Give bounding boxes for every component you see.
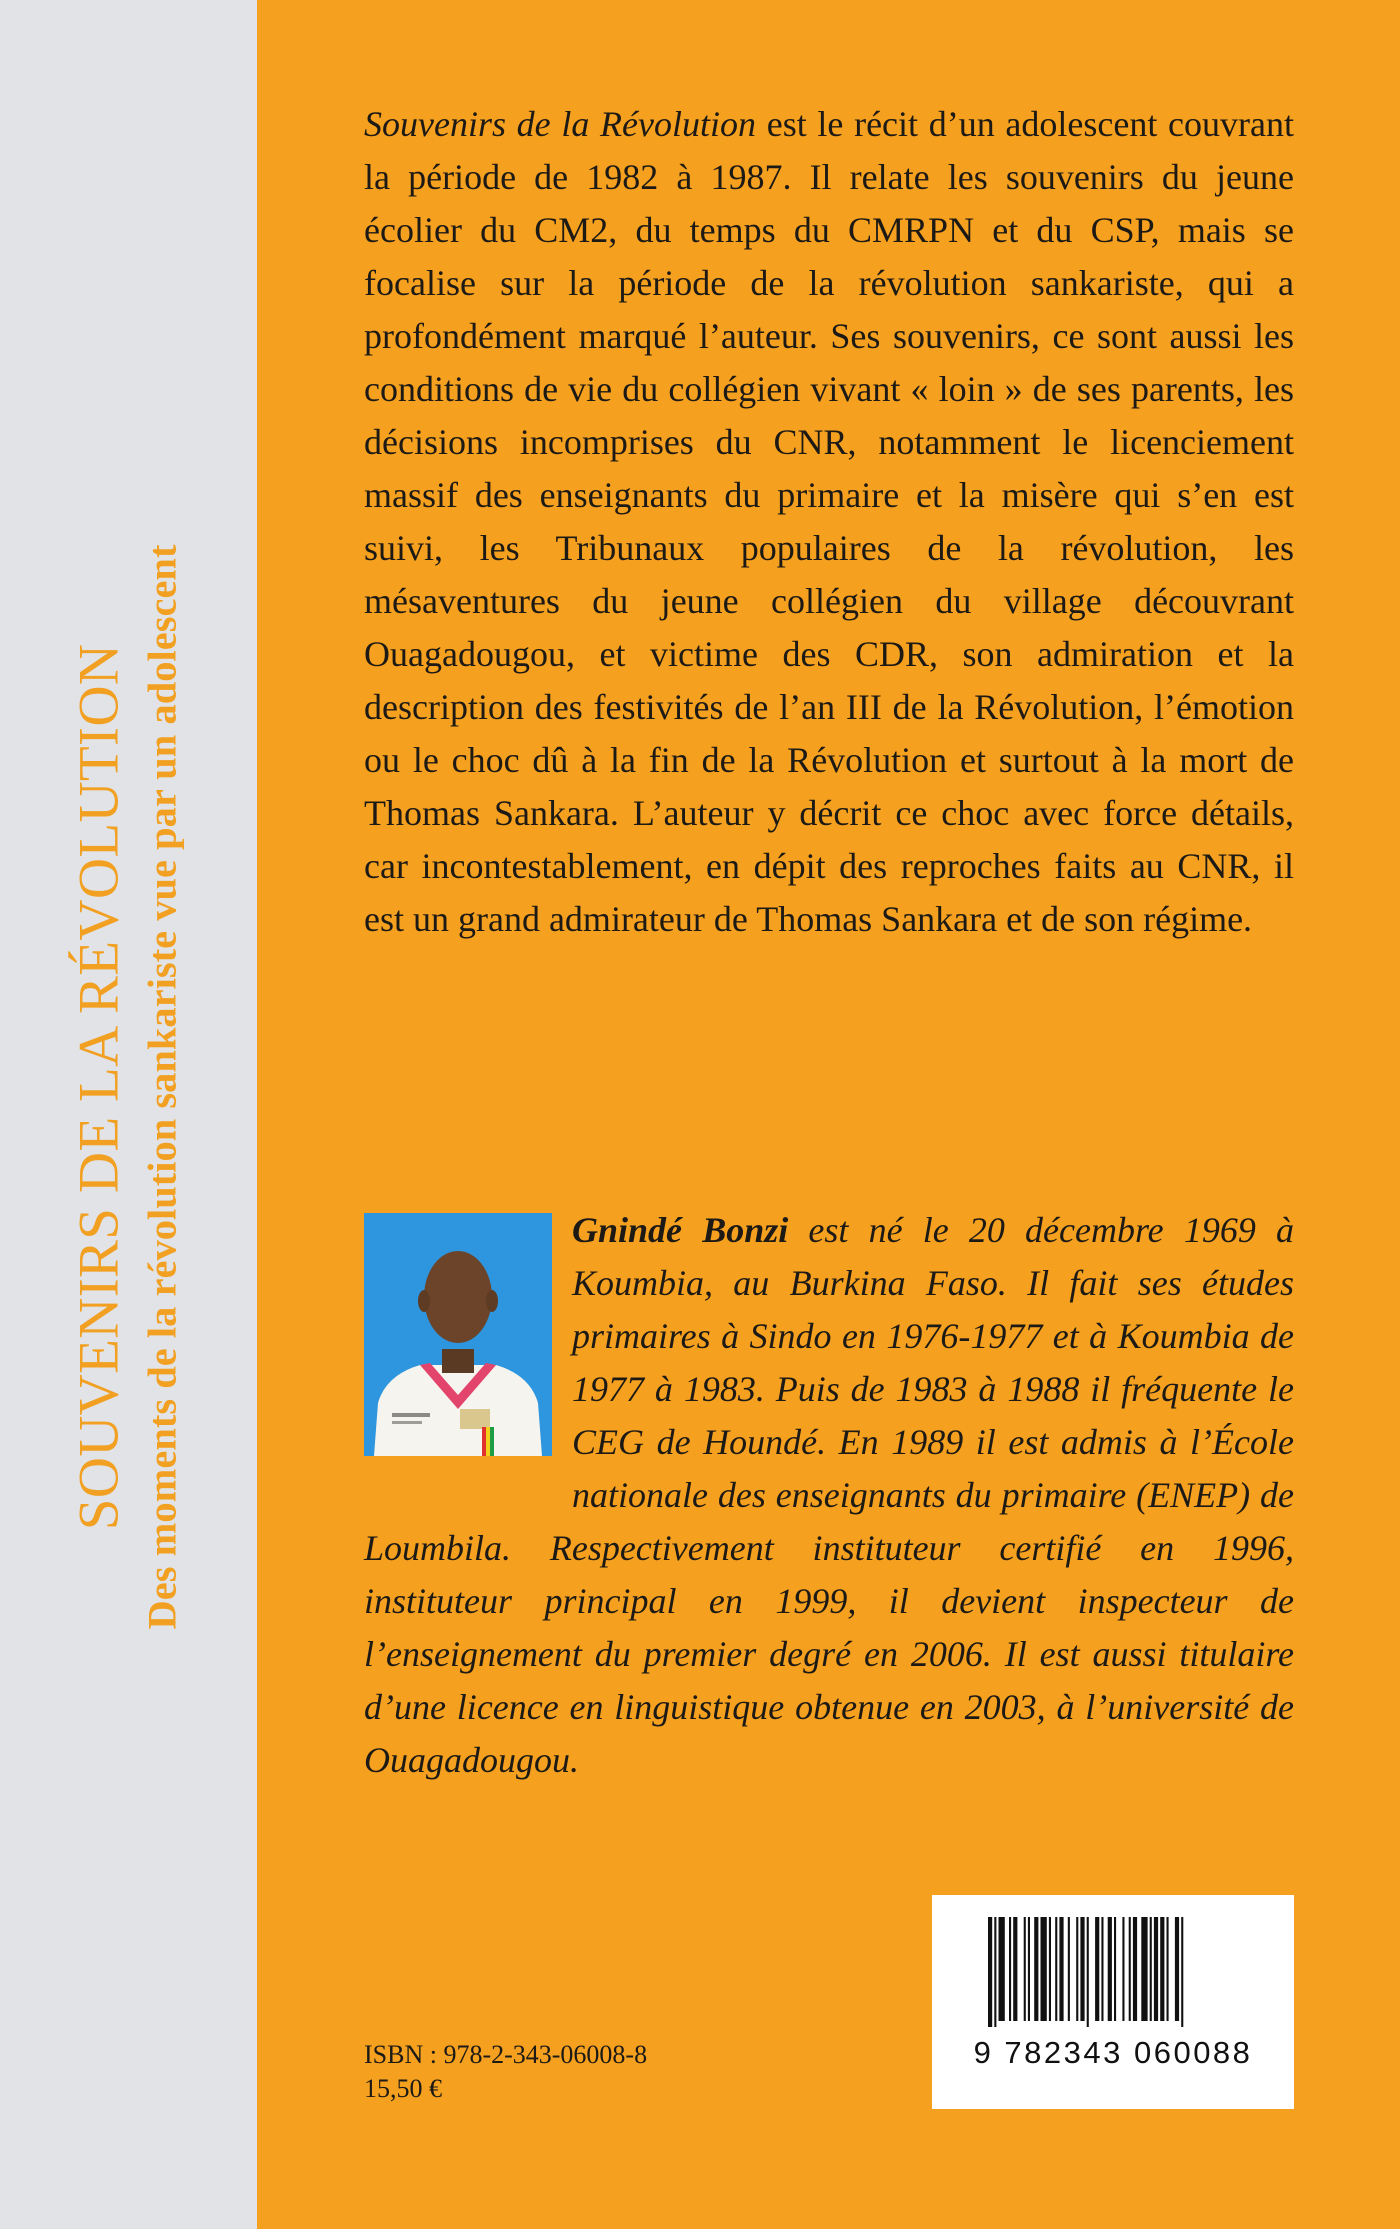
barcode-bar: [1108, 1917, 1112, 2021]
blurb-book-title: Souvenirs de la Révolution: [364, 104, 757, 144]
barcode-bar: [1055, 1917, 1057, 2021]
barcode-icon: [988, 1917, 1238, 2027]
author-portrait-icon: [364, 1213, 552, 1456]
barcode-bar: [1095, 1917, 1099, 2021]
barcode-bar: [1167, 1917, 1169, 2021]
barcode-bar: [1150, 1917, 1152, 2021]
barcode-bar: [1141, 1917, 1147, 2021]
barcode-bar: [1041, 1917, 1047, 2021]
author-name: Gnindé Bonzi: [572, 1210, 789, 1250]
barcode-bar: [1080, 1917, 1084, 2021]
barcode-bar: [1076, 1917, 1078, 2021]
barcode-bar: [1101, 1917, 1103, 2021]
barcode-bar: [1175, 1917, 1179, 2021]
price-text: 15,50 €: [364, 2074, 442, 2103]
barcode-bar: [1034, 1917, 1038, 2021]
blurb-text: est le récit d’un adolescent couvrant la période de 1982 à 1987. Il relate les souvenirs du jeune écolier du CM2, du temps du CMRPN et du CSP, mais se focalise sur la période de la révolution sankariste, qui a profondément marqué l’auteur. Ses souvenirs, ce sont aussi les conditions de vie du collégien vivant « loin » de ses parents, les décisions incomprises du CNR, notamment le licenciement massif des enseignants du primaire et la misère qui s’en est suivi, les Tribunaux populaires de la révolution, les mésaventures du jeune collégien du village découvrant Ouagadougou, et victime des CDR, son admiration et la description des festivités de l’an III de la Révolution, l’émotion ou le choc dû à la fin de la Révolution et surtout à la mort de Thomas Sankara. L’auteur y décrit ce choc avec force détails, car incontestablement, en dépit des reproches faits au CNR, il est un grand admirateur de Thomas Sankara et de son régime.: [364, 104, 1294, 939]
barcode-bar: [1059, 1917, 1063, 2021]
spine-band: [0, 0, 257, 2229]
author-bio-text: est né le 20 décembre 1969 à Koumbia, au Burkina Faso. Il fait ses études primaires à Sindo en 1976-1977 et à Koumbia de 1977 à 1983. Puis de 1983 à 1988 il fréquente le CEG de Houndé. En 1989 il est admis à l’École nationale des enseignants du primaire (ENEP) de Loumbila. Respectivement instituteur certifié en 1996, instituteur principal en 1999, il devient inspecteur de l’enseignement du premier degré en 2006. Il est aussi titulaire d’une licence en linguistique obtenue en 2003, à l’université de Ouagadougou.: [364, 1210, 1294, 1780]
barcode-bar: [1024, 1917, 1026, 2021]
barcode-bar: [1154, 1917, 1158, 2021]
barcode-bar: [1133, 1917, 1137, 2021]
barcode-bar: [1181, 1917, 1183, 2027]
barcode-bar: [1013, 1917, 1017, 2021]
barcode-bar: [1122, 1917, 1124, 2021]
barcode-bar: [1068, 1917, 1070, 2021]
publication-info: [364, 2038, 647, 2106]
barcode-bar: [1028, 1917, 1030, 2021]
spine-text-block: [67, 347, 190, 1827]
barcode-bar: [1009, 1917, 1011, 2021]
barcode-bar: [994, 1917, 996, 2027]
barcode-bar: [1049, 1917, 1051, 2021]
spine-subtitle: Des moments de la révolution sankariste vue par un adolescent: [139, 544, 185, 1630]
barcode-bar: [1160, 1917, 1164, 2021]
isbn-text: ISBN : 978-2-343-06008-8: [364, 2040, 648, 2069]
barcode-panel: [932, 1895, 1294, 2109]
barcode-bar: [1087, 1917, 1089, 2027]
barcode-digits: 9 782343 060088: [973, 2035, 1253, 2070]
spine-title: SOUVENIRS DE LA RÉVOLUTION: [67, 643, 131, 1531]
barcode-bar: [999, 1917, 1005, 2021]
barcode-bar: [1114, 1917, 1116, 2021]
barcode-bar: [988, 1917, 992, 2027]
barcode-bar: [1129, 1917, 1131, 2021]
back-cover-blurb: [364, 98, 1294, 946]
author-photo: [364, 1213, 552, 1456]
